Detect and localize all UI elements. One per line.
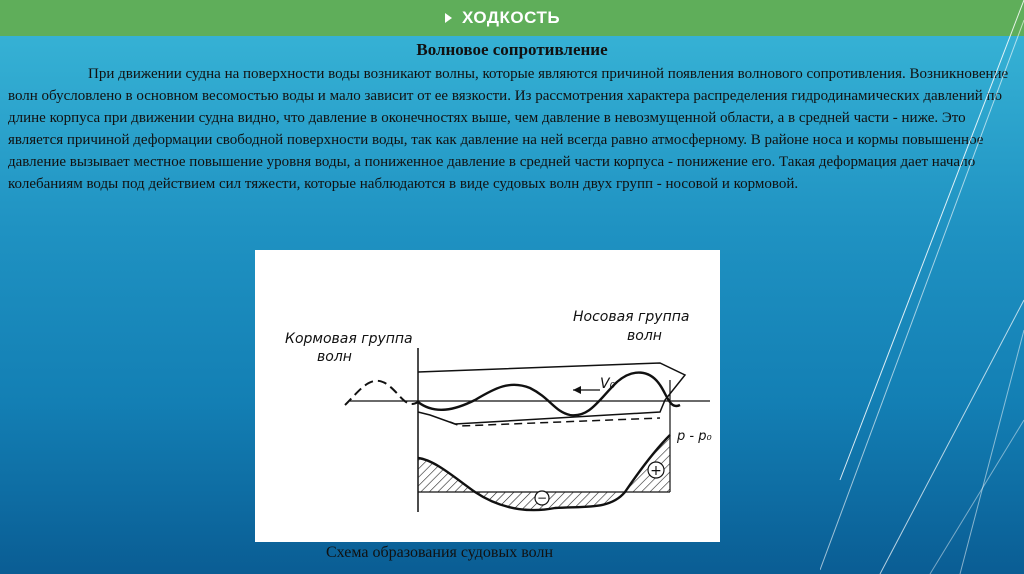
plus-sign: + xyxy=(650,463,662,479)
bow-label-line1: Носовая группа xyxy=(573,309,690,325)
bow-label-line2: волн xyxy=(627,328,662,344)
stern-label-line2: волн xyxy=(317,349,352,365)
title-wrap xyxy=(445,5,560,31)
speed-arrow-head xyxy=(573,386,581,394)
speed-label: V₀ xyxy=(600,376,616,392)
triangle-bullet-icon xyxy=(445,13,452,23)
wave-diagram xyxy=(255,250,720,542)
ship-wave-curve xyxy=(418,373,680,416)
stern-label-line1: Кормовая группа xyxy=(285,331,413,347)
pressure-label: p - p₀ xyxy=(677,429,712,444)
figure-caption: Схема образования судовых волн xyxy=(326,544,553,561)
slide-title: ХОДКОСТЬ xyxy=(462,8,561,27)
body-paragraph: При движении судна на поверхности воды возникают волны, которые являются причиной появления волнового сопротивления. Возникновение волн обусловлено в основном весомостью воды и мало зависит от ее вязкости. Из рассмотрения характера распределения гидродинамических давлений по длине корпуса при движении судна видно, что давление в оконечностях выше, чем давление в невозмущенной области, а в средней части - ниже. Это является причиной деформации свободной поверхности воды, так как давление на ней всегда равно атмосферному. В районе носа и кормы повышенное давление вызывает местное повышение уровня воды, а пониженное давление в средней части корпуса - понижение его. Такая деформация дает начало колебаниям воды под действием сил тяжести, которые наблюдаются в виде судовых волн двух групп - носовой и кормовой. xyxy=(8,66,1009,192)
midship-negative-pressure xyxy=(475,492,625,510)
slide-subtitle: Волновое сопротивление xyxy=(416,40,608,59)
minus-sign: − xyxy=(536,491,548,505)
decorative-lines xyxy=(820,0,1024,574)
wave-diagram-svg xyxy=(255,250,720,542)
